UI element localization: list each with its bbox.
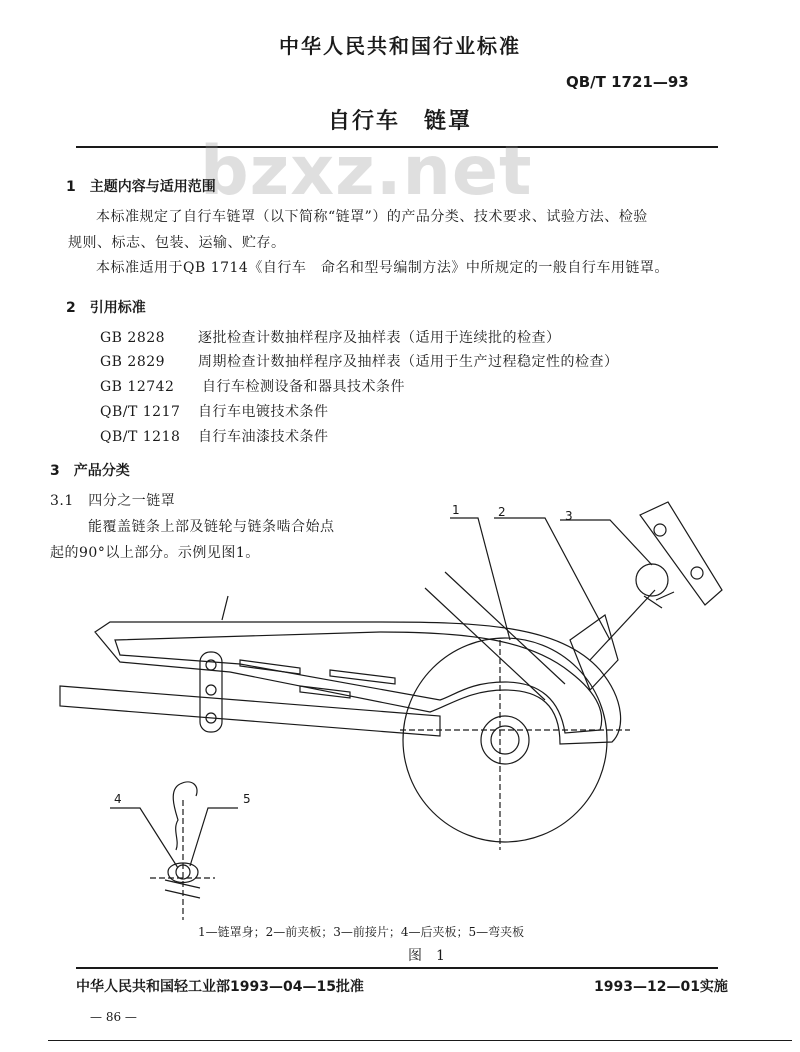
subsection-3-1-title: 3.1 四分之一链罩 bbox=[50, 493, 176, 509]
callout-5: 5 bbox=[243, 792, 251, 806]
section-1-paragraph-line-2: 规则、标志、包装、运输、贮存。 bbox=[68, 235, 286, 251]
section-3-heading: 3 产品分类 bbox=[50, 463, 130, 479]
callout-3: 3 bbox=[565, 509, 573, 523]
callout-leader-4 bbox=[110, 808, 178, 868]
front-clamp-arm bbox=[590, 590, 655, 660]
reference-code: QB/T 1217 bbox=[100, 404, 181, 420]
standard-number: QB/T 1721—93 bbox=[566, 73, 689, 91]
section-1-paragraph-2: 本标准适用于QB 1714《自行车 命名和型号编制方法》中所规定的一般自行车用链罩。 bbox=[96, 260, 669, 276]
subsection-3-1-line-2: 起的90°以上部分。示例见图1。 bbox=[50, 545, 260, 561]
figure-legend: 1—链罩身；2—前夹板；3—前接片；4—后夹板；5—弯夹板 bbox=[198, 925, 525, 939]
chain-guard-body bbox=[95, 622, 621, 744]
callout-1: 1 bbox=[452, 503, 460, 517]
watermark: bzxz.net bbox=[200, 132, 533, 211]
reference-code: GB 2828 bbox=[100, 330, 166, 346]
bottom-border bbox=[48, 1040, 792, 1041]
hook-clamp bbox=[173, 784, 180, 850]
chain-guard-slot bbox=[240, 660, 300, 674]
callout-leader-5 bbox=[190, 808, 238, 866]
section-2-heading: 2 引用标准 bbox=[66, 300, 146, 316]
reference-code: GB 12742 bbox=[100, 379, 175, 395]
reference-title: 自行车油漆技术条件 bbox=[198, 429, 329, 445]
reference-title: 逐批检查计数抽样程序及抽样表（适用于连续批的检查） bbox=[198, 330, 561, 346]
chainwheel bbox=[403, 638, 607, 842]
figure-caption: 图 1 bbox=[408, 948, 445, 964]
front-tab bbox=[640, 502, 722, 605]
reference-title: 周期检查计数抽样程序及抽样表（适用于生产过程稳定性的检查） bbox=[198, 354, 619, 370]
callout-4: 4 bbox=[114, 792, 122, 806]
front-clamp-ring bbox=[636, 564, 668, 596]
reference-code: GB 2829 bbox=[100, 354, 166, 370]
frame-tube-lower bbox=[60, 686, 440, 736]
callout-leader-2 bbox=[494, 518, 610, 640]
callout-leader-3 bbox=[560, 520, 652, 565]
seat-tube bbox=[570, 615, 618, 690]
document-title: 自行车 链罩 bbox=[327, 109, 472, 134]
org-title: 中华人民共和国行业标准 bbox=[279, 34, 521, 58]
callout-leader-1 bbox=[450, 518, 510, 640]
leader-line-top bbox=[222, 596, 228, 620]
chain-guard-inner bbox=[115, 632, 602, 733]
section-1-heading: 1 主题内容与适用范围 bbox=[66, 179, 216, 195]
reference-title: 自行车检测设备和器具技术条件 bbox=[202, 379, 405, 395]
rear-clamp-plate bbox=[200, 652, 222, 732]
approval-line: 中华人民共和国轻工业部1993—04—15批准 bbox=[76, 979, 364, 995]
footer-rule bbox=[76, 967, 718, 969]
chainwheel-inner bbox=[481, 716, 529, 764]
subsection-3-1-line-1: 能覆盖链条上部及链轮与链条啮合始点 bbox=[88, 519, 335, 535]
implementation-line: 1993—12—01实施 bbox=[594, 979, 728, 995]
reference-title: 自行车电镀技术条件 bbox=[198, 404, 329, 420]
page-number: — 86 — bbox=[90, 1010, 137, 1024]
section-1-paragraph-line-1: 本标准规定了自行车链罩（以下简称“链罩”）的产品分类、技术要求、试验方法、检验 bbox=[96, 209, 648, 225]
callout-2: 2 bbox=[498, 505, 506, 519]
reference-code: QB/T 1218 bbox=[100, 429, 181, 445]
